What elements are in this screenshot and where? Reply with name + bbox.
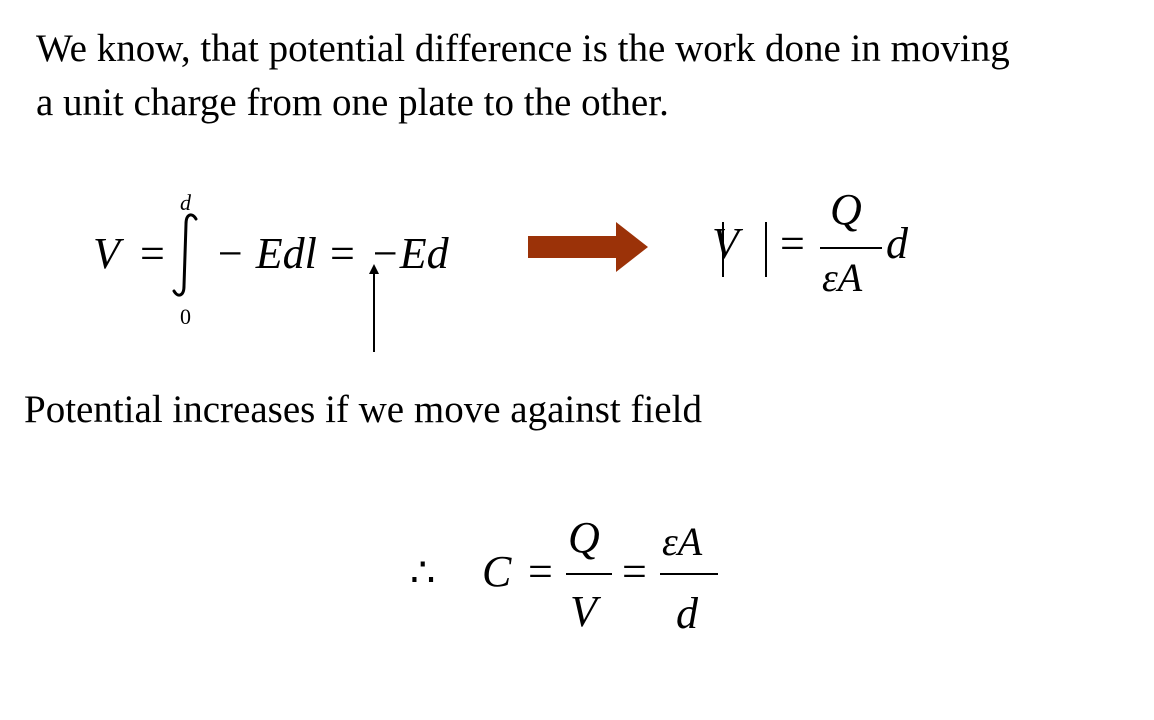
eq1-result: −Ed	[370, 229, 449, 278]
eq3-frac2-denominator: d	[676, 589, 698, 638]
caption-text: Potential increases if we move against field	[24, 388, 702, 431]
intro-line-1: We know, that potential difference is the work done in moving	[36, 27, 1010, 70]
eq3-equals-2: =	[622, 547, 647, 596]
eq3-frac1-numerator: Q	[568, 513, 600, 562]
eq3-frac2-numerator: εA	[662, 519, 703, 564]
eq3-equals: =	[528, 547, 553, 596]
eq2-factor: d	[886, 219, 908, 268]
eq1-integrand: − Edl	[215, 229, 317, 278]
integral-lower-limit: 0	[180, 304, 191, 329]
intro-line-2: a unit charge from one plate to the other.	[36, 81, 669, 124]
eq2-equals: =	[780, 219, 805, 268]
eq2-numerator: Q	[830, 185, 862, 234]
therefore-symbol: ∴	[410, 550, 436, 595]
implies-arrow	[528, 222, 648, 272]
integral-upper-limit: d	[180, 190, 191, 215]
eq1-lhs: V	[93, 229, 120, 278]
eq2-abs-value: V	[712, 219, 739, 268]
eq2-denominator: εA	[822, 255, 863, 300]
eq1-equals: =	[140, 229, 165, 278]
eq1-equals-2: =	[330, 229, 355, 278]
eq3-lhs: C	[482, 547, 512, 596]
eq3-frac1-denominator: V	[570, 587, 597, 636]
integral-sign	[174, 215, 196, 295]
